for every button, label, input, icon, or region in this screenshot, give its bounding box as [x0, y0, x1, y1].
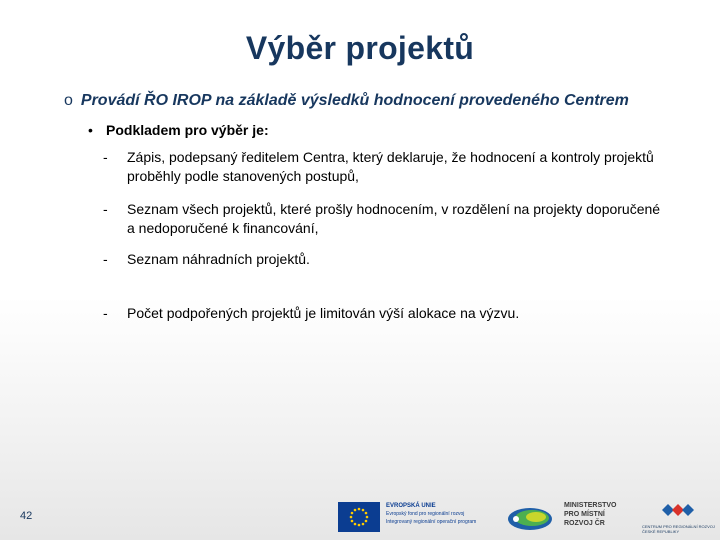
eu-logo-line: Evropský fond pro regionální rozvoj: [386, 511, 465, 517]
level1-text: Provádí ŘO IROP na základě výsledků hodnocení provedeného Centrem: [80, 92, 629, 109]
eu-logo-text: [386, 502, 501, 526]
ministry-logo-line: MINISTERSTVO: [564, 502, 617, 509]
ministry-logo: [560, 500, 632, 536]
list-item-text: Počet podpořených projektů je limitován výší alokace na výzvu.: [127, 305, 520, 321]
eu-logo-line: Integrovaný regionální operační program: [386, 519, 477, 525]
eu-logo: [338, 500, 498, 536]
crr-logo-text: [642, 524, 715, 534]
irop-leaf-icon: [506, 504, 554, 532]
list-item: [103, 200, 663, 238]
level2-bullet: [88, 122, 688, 138]
ministry-logo-line: ROZVOJ ČR: [564, 520, 605, 527]
list-item: [103, 304, 663, 323]
list-item-text: Zápis, podepsaný ředitelem Centra, který deklaruje, že hodnocení a kontroly projektů proběhly podle stanovených postupů,: [127, 149, 654, 184]
crr-logo-line: CENTRUM PRO REGIONÁLNÍ ROZVOJ: [642, 524, 715, 529]
dash-marker: -: [103, 251, 108, 267]
level1-marker: o: [64, 92, 73, 109]
eu-logo-line: EVROPSKÁ UNIE: [386, 503, 436, 509]
crr-logo-line: ČESKÉ REPUBLIKY: [642, 529, 680, 534]
level2-text: Podkladem pro výběr je:: [106, 122, 269, 138]
footer: [0, 498, 720, 540]
list-item: [103, 250, 663, 269]
list-item-text: Seznam všech projektů, které prošly hodnocením, v rozdělení na projekty doporučené a nedoporučené k financování,: [127, 201, 661, 236]
crr-logo: [640, 500, 716, 536]
page-number: 42: [20, 510, 33, 522]
slide-title: Výběr projektů: [245, 30, 475, 66]
ministry-logo-text: [564, 501, 617, 528]
level2-marker: •: [88, 122, 93, 138]
list-item: [103, 148, 663, 186]
ministry-logo-line: PRO MÍSTNÍ: [564, 511, 605, 518]
dash-marker: -: [103, 305, 108, 321]
level1-bullet: [64, 92, 704, 110]
eu-flag-icon: [338, 502, 380, 532]
dash-marker: -: [103, 149, 108, 165]
dash-marker: -: [103, 201, 108, 217]
crr-emblem-icon: [640, 500, 716, 524]
list-item-text: Seznam náhradních projektů.: [127, 251, 310, 267]
